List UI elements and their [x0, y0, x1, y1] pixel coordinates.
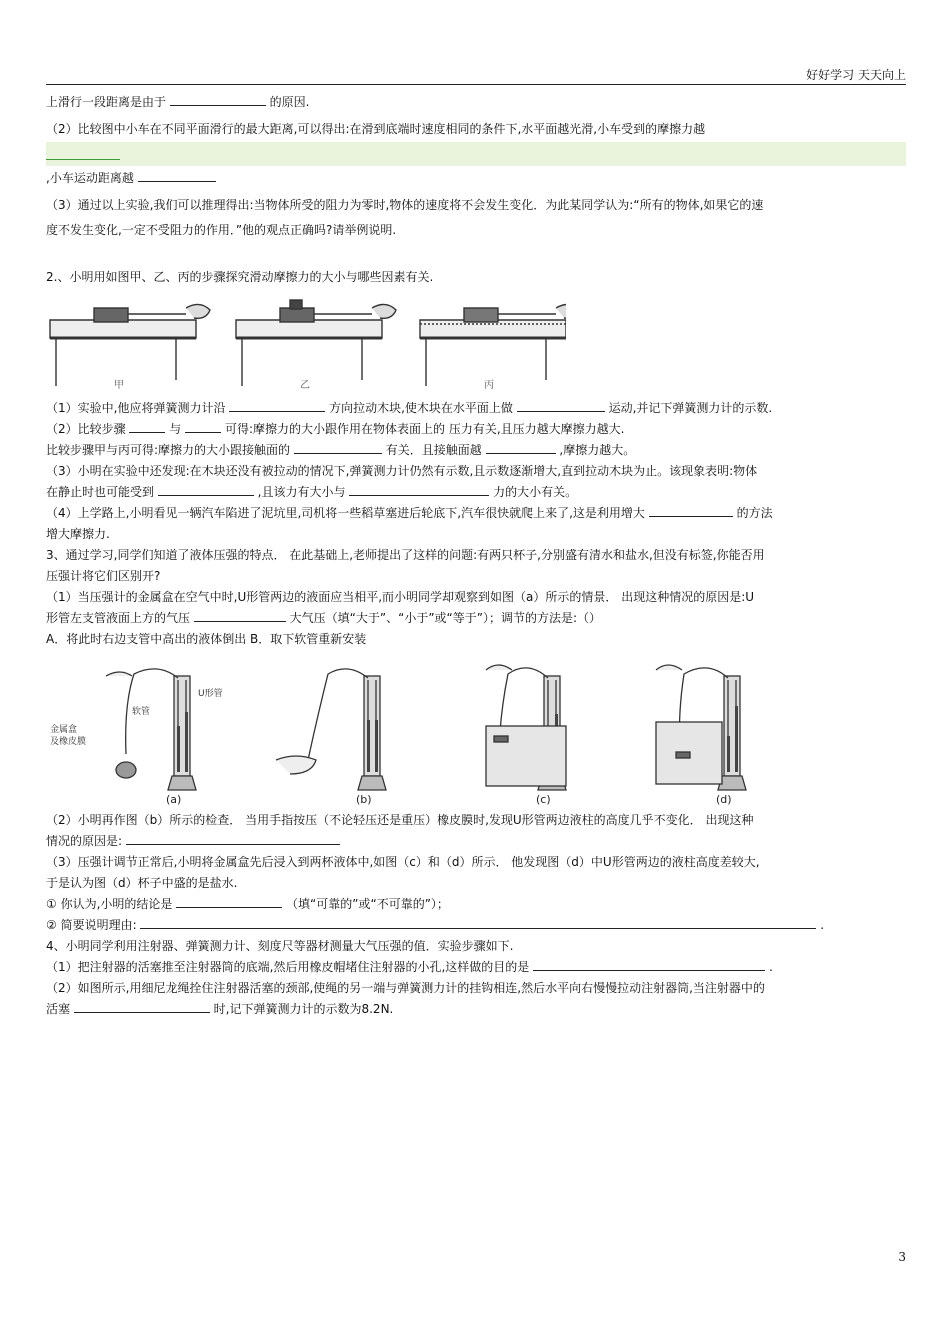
text-line: [46, 957, 906, 978]
text-line: （2）比较图中小车在不同平面滑行的最大距离,可以得出:在滑到底端时速度相同的条件下,水平面越光滑,小车受到的摩擦力越: [46, 122, 706, 136]
answer-blank[interactable]: [129, 419, 165, 433]
text-line: [46, 419, 906, 440]
friction-experiment-figure: [46, 294, 566, 394]
text-line: [46, 894, 906, 915]
figure-label: 软管: [132, 707, 151, 717]
text-line: [46, 608, 906, 629]
text-span: 时,记下弹簧测力计的示数为8.2N.: [213, 1002, 394, 1016]
panel-d: [656, 665, 746, 806]
text-line: 于是认为图（d）杯子中盛的是盐水.: [46, 876, 238, 890]
figure-label: 乙: [300, 380, 310, 391]
question-2-intro: 2.、小明用如图甲、乙、丙的步骤探究滑动摩擦力的大小与哪些因素有关.: [46, 270, 434, 284]
pressure-gauge-figure: [46, 656, 766, 806]
text-span: ,且该力有大小与: [257, 485, 346, 499]
text-span: 力的大小有关。: [493, 485, 578, 499]
text-span: 与: [169, 422, 182, 436]
text-span: （4）上学路上,小明看见一辆汽车陷进了泥坑里,司机将一些稻草塞进后轮底下,汽车很快就爬上来了,这是利用增大: [46, 506, 645, 520]
text-line: 压强计将它们区别开?: [46, 569, 161, 583]
text-span: （1）实验中,他应将弹簧测力计沿: [46, 401, 226, 415]
text-span: .: [820, 918, 825, 932]
options-line: A．将此时右边支管中高出的液体倒出 B．取下软管重新安装: [46, 632, 367, 646]
figure-label: U形管: [198, 689, 223, 699]
text-span: 方向拉动木块,使木块在水平面上做: [329, 401, 513, 415]
answer-blank[interactable]: [176, 894, 282, 908]
text-line: （3）小明在实验中还发现:在木块还没有被拉动的情况下,弹簧测力计仍然有示数,且示数逐渐增大,直到拉动木块为止。该现象表明:物体: [46, 464, 758, 478]
text-line: [46, 398, 906, 419]
answer-blank[interactable]: [126, 831, 340, 845]
text-span: 在静止时也可能受到: [46, 485, 155, 499]
text-line: （1）当压强计的金属盒在空气中时,U形管两边的液面应当相平,而小明同学却观察到如图（a）所示的情景． 出现这种情况的原因是:U: [46, 590, 755, 604]
text-span: 有关．且接触面越: [385, 443, 482, 457]
document-body: [46, 92, 906, 1020]
text-line: [46, 915, 906, 936]
answer-blank[interactable]: [349, 482, 489, 496]
text-span: 的原因.: [269, 95, 310, 109]
text-span: 情况的原因是:: [46, 834, 123, 848]
text-span: ,小车运动距离越: [46, 171, 134, 185]
text-span: 大气压（填“大于”、“小于”或“等于”）；调节的方法是:（）: [289, 611, 602, 625]
answer-blank[interactable]: [138, 168, 216, 182]
answer-blank[interactable]: [294, 440, 382, 454]
text-span: .: [768, 960, 773, 974]
answer-blank[interactable]: [46, 146, 120, 160]
figure-label: (b): [356, 793, 372, 806]
answer-blank[interactable]: [185, 419, 221, 433]
answer-blank[interactable]: [140, 915, 816, 929]
text-span: 上滑行一段距离是由于: [46, 95, 167, 109]
highlighted-blank-row: [46, 142, 906, 166]
panel-yi: [236, 300, 396, 391]
text-span: ,摩擦力越大。: [559, 443, 636, 457]
text-span: 比较步骤甲与丙可得:摩擦力的大小跟接触面的: [46, 443, 291, 457]
answer-blank[interactable]: [194, 608, 286, 622]
text-line: [46, 831, 906, 852]
page-number: 3: [898, 1250, 906, 1264]
text-span: （2）比较步骤: [46, 422, 126, 436]
answer-blank[interactable]: [649, 503, 733, 517]
answer-blank[interactable]: [486, 440, 556, 454]
figure-label: 及橡皮膜: [50, 737, 87, 747]
text-span: ① 你认为,小明的结论是: [46, 897, 173, 911]
question-4-intro: 4、小明同学利用注射器、弹簧测力计、刻度尺等器材测量大气压强的值．实验步骤如下.: [46, 939, 514, 953]
text-line: （2）小明再作图（b）所示的检查． 当用手指按压（不论轻压还是重压）橡皮膜时,发现U形管两边液柱的高度几乎不变化． 出现这种: [46, 813, 754, 827]
text-line: [46, 999, 906, 1020]
header-motto: 好好学习 天天向上: [806, 68, 906, 82]
text-span: ② 简要说明理由:: [46, 918, 137, 932]
text-span: 形管左支管液面上方的气压: [46, 611, 191, 625]
answer-blank[interactable]: [74, 999, 210, 1013]
answer-blank[interactable]: [229, 398, 325, 412]
answer-blank[interactable]: [517, 398, 605, 412]
figure-label: (d): [716, 793, 732, 806]
panel-a: [50, 669, 223, 806]
question-3-intro: 3、通过学习,同学们知道了液体压强的特点． 在此基础上,老师提出了这样的问题:有两只杯子,分别盛有清水和盐水,但没有标签,你能否用: [46, 548, 765, 562]
text-line: [46, 503, 906, 524]
figure-label: 甲: [114, 380, 124, 391]
text-line: （3）压强计调节正常后,小明将金属盒先后浸入到两杯液体中,如图（c）和（d）所示． 他发现图（d）中U形管两边的液柱高度差较大,: [46, 855, 760, 869]
header-rule: [46, 84, 906, 85]
figure-label: 丙: [484, 380, 494, 391]
text-line: [46, 482, 906, 503]
panel-jia: [50, 304, 210, 391]
text-line: （2）如图所示,用细尼龙绳拴住注射器活塞的颈部,使绳的另一端与弹簧测力计的挂钩相连,然后水平向右慢慢拉动注射器筒,当注射器中的: [46, 981, 765, 995]
text-span: （1）把注射器的活塞推至注射器筒的底端,然后用橡皮帽堵住注射器的小孔,这样做的目的是: [46, 960, 530, 974]
text-line: [46, 92, 906, 113]
answer-blank[interactable]: [158, 482, 254, 496]
text-span: （填“可靠的”或“不可靠的”）；: [286, 897, 449, 911]
panel-b: [276, 669, 386, 806]
panel-c: [486, 665, 566, 806]
answer-blank[interactable]: [170, 92, 266, 106]
figure-label: 金属盒: [50, 725, 78, 735]
text-span: 的方法: [736, 506, 773, 520]
text-span: 可得:摩擦力的大小跟作用在物体表面上的 压力有关,且压力越大摩擦力越大.: [224, 422, 625, 436]
text-line: （3）通过以上实验,我们可以推理得出:当物体所受的阻力为零时,物体的速度将不会发生变化．为此某同学认为:“所有的物体,如果它的速: [46, 198, 764, 212]
text-line: 增大摩擦力.: [46, 527, 110, 541]
answer-blank[interactable]: [533, 957, 765, 971]
text-span: 活塞: [46, 1002, 71, 1016]
text-span: 运动,并记下弹簧测力计的示数.: [608, 401, 773, 415]
text-line: 度不发生变化,一定不受阻力的作用．”他的观点正确吗?请举例说明.: [46, 223, 397, 237]
text-line: [46, 440, 906, 461]
text-line: [46, 168, 906, 189]
panel-bing: [420, 304, 566, 391]
figure-label: (a): [166, 793, 182, 806]
figure-label: (c): [536, 793, 551, 806]
